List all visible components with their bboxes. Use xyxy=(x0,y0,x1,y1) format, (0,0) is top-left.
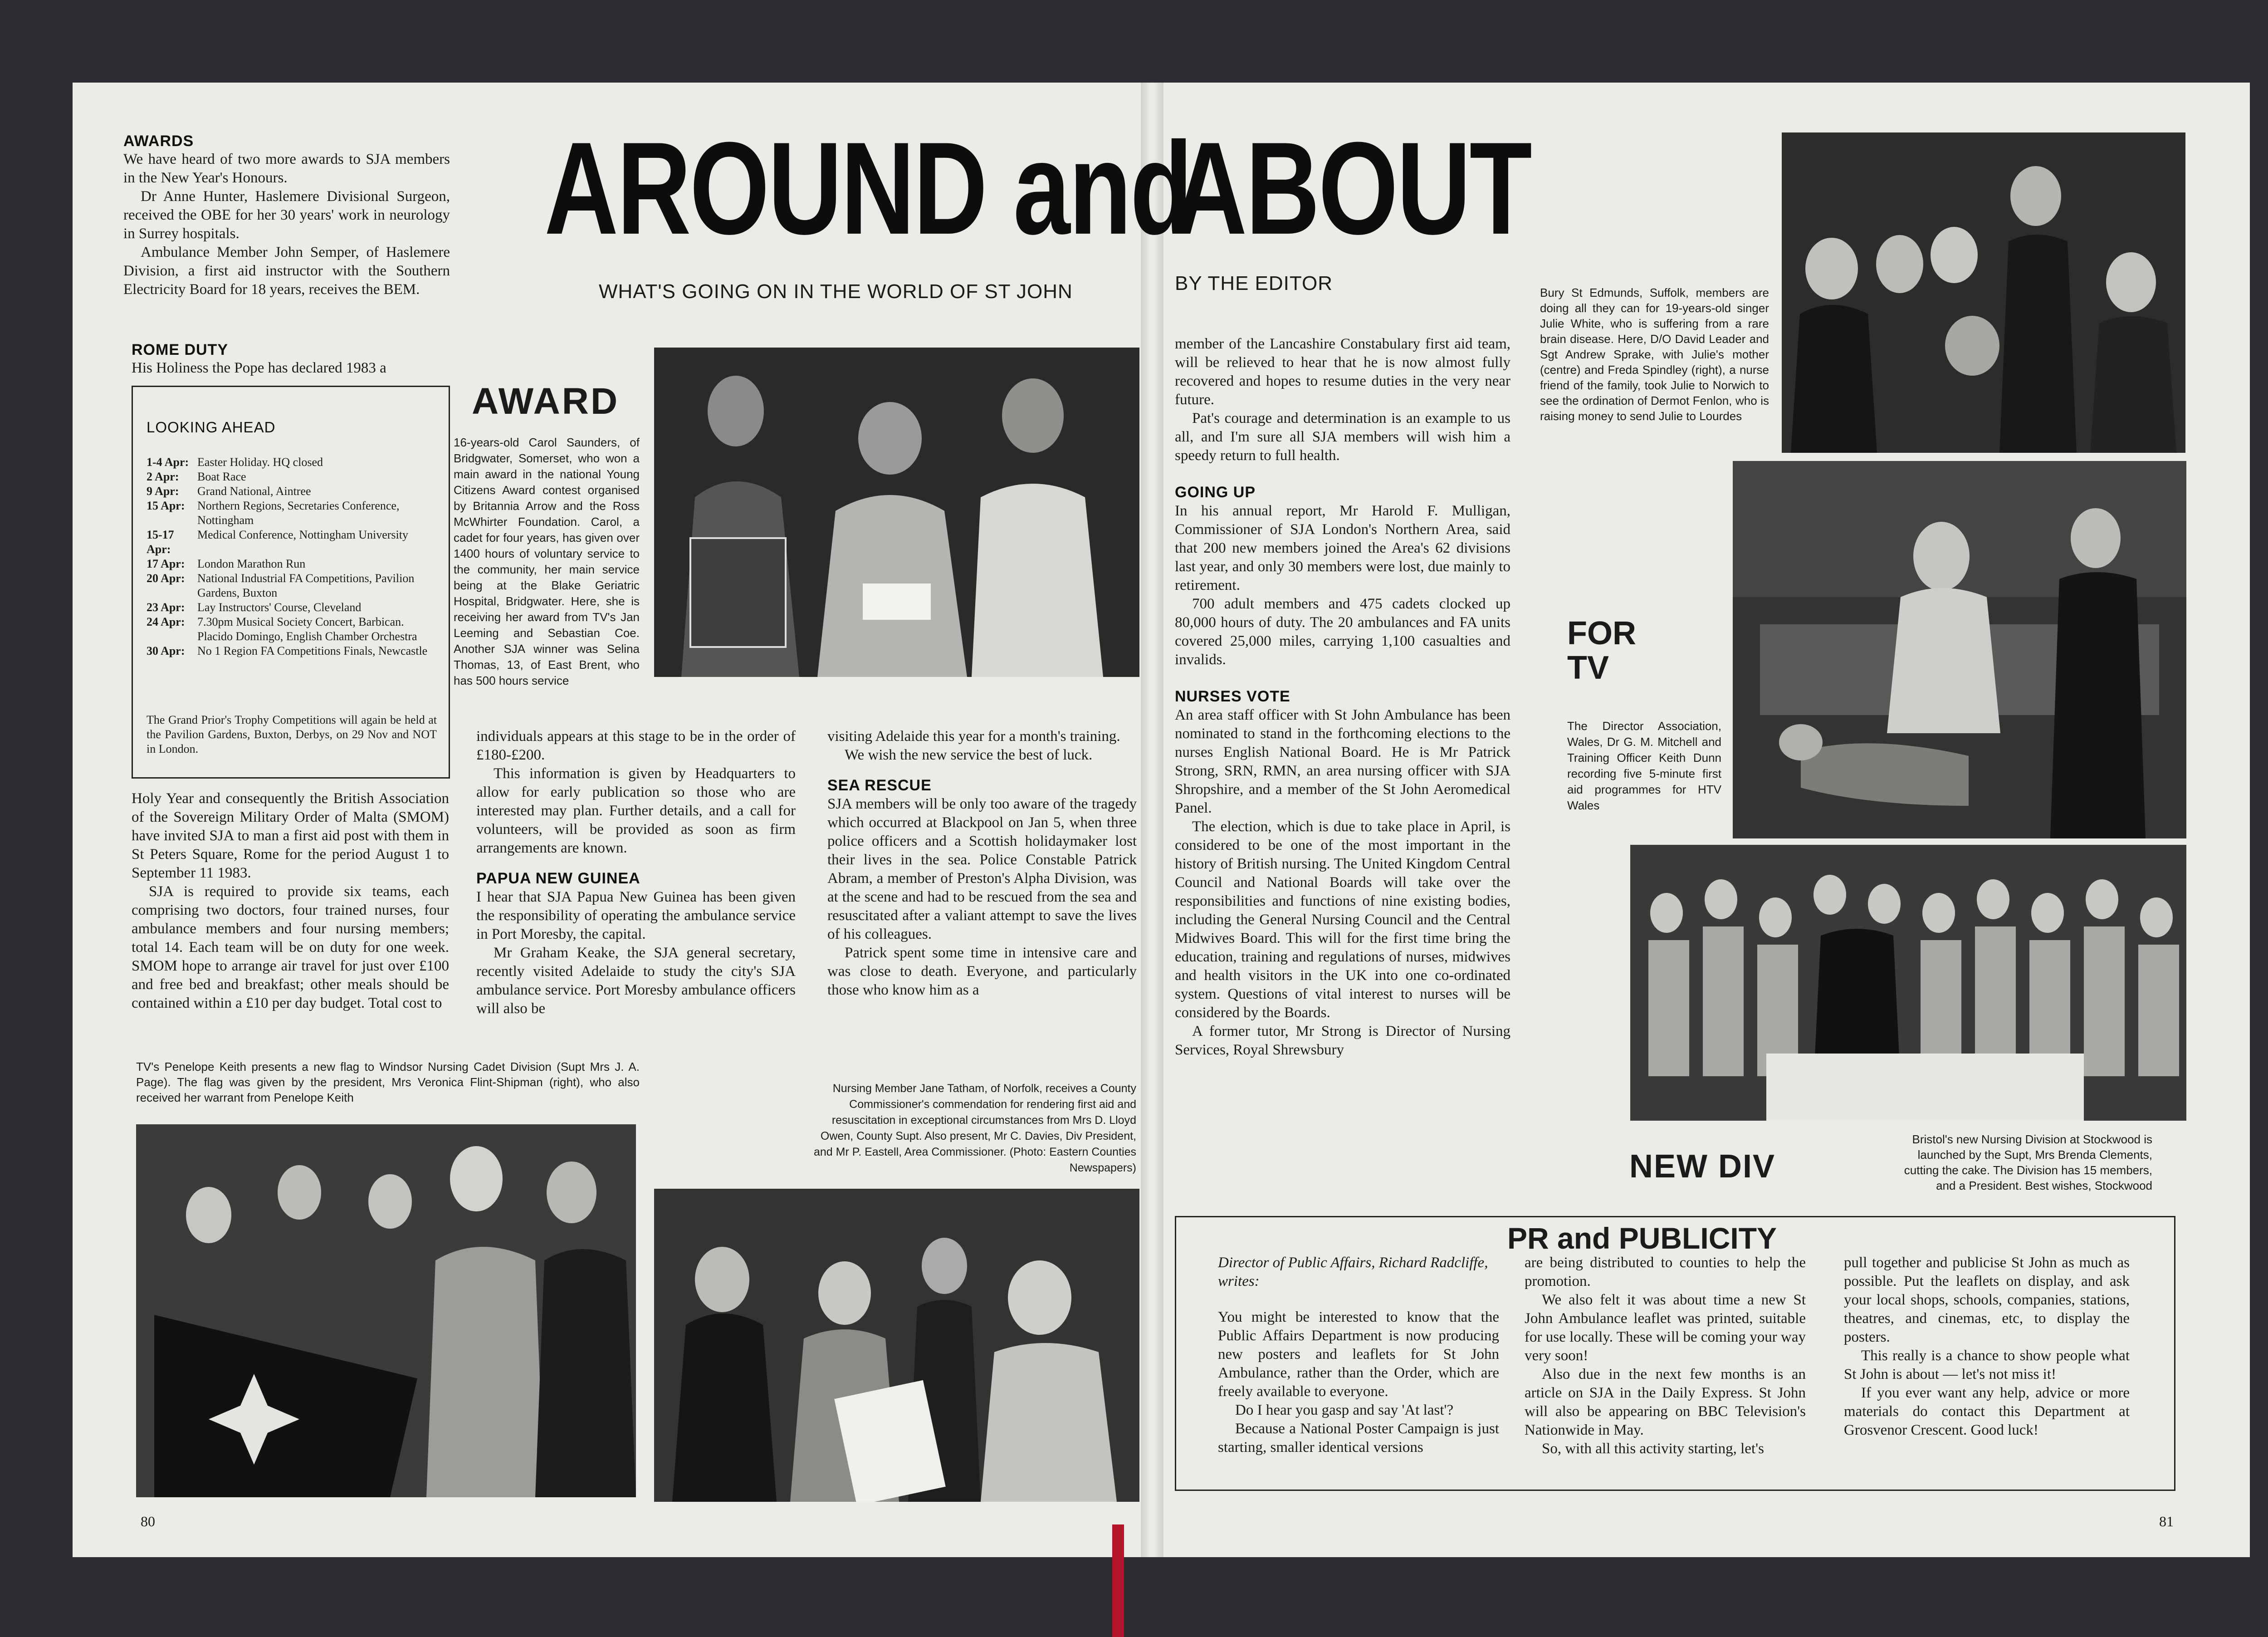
rome-duty-teams: SJA is required to provide six teams, each comprising two doctors, four trained nurses, four ambulance members and four nursing members; total 14. Each team will be on duty for one week. SMOM hope to arrange air travel for just over £100 and free bed and breakfast; other meals should be contained within a £10 per day budget. Total cost to xyxy=(132,883,449,1011)
rome-duty-holy-year: Holy Year and consequently the British Association of the Sovereign Military Order of Malta (SMOM) have invited SJA to man a first aid post with them in St Peters Square, Rome for the period August 1 to September 11 1983. xyxy=(132,790,449,881)
agenda-text: Easter Holiday. HQ closed xyxy=(197,456,323,469)
new-div-photo xyxy=(1630,845,2186,1121)
sea-rescue-p2: Patrick spent some time in intensive care and was close to death. Everyone, and particularly those who know him as a xyxy=(827,945,1137,998)
pr-c3-p1: pull together and publicise St John as much as possible. Put the leaflets on display, and ask your local shops, schools, companies, stations, theatres, and cinemas, etc, to display the posters. xyxy=(1844,1255,2130,1345)
page-number-right: 81 xyxy=(2159,1513,2174,1529)
left-column-two xyxy=(476,727,796,1018)
looking-ahead-heading: LOOKING AHEAD xyxy=(147,419,276,436)
agenda-text: Northern Regions, Secretaries Conference, Nottingham xyxy=(197,499,400,527)
for-tv-heading-line2: TV xyxy=(1567,650,1609,686)
tatham-caption: Nursing Member Jane Tatham, of Norfolk, receives a County Commissioner's commendation for rendering first aid and resuscitation in exceptional circumstances from Mrs D. Lloyd Owen, County Supt. Also present, Mr C. Davies, Div President, and Mr P. Eastell, Area Commissioner. (Photo: Eastern Counties Newspapers) xyxy=(814,1082,1136,1174)
pr-publicity-box xyxy=(1175,1216,2175,1491)
looking-ahead-box xyxy=(132,386,450,779)
pr-c2-p4: So, with all this activity starting, let's xyxy=(1542,1441,1764,1457)
pr-c1-p2: Do I hear you gasp and say 'At last'? xyxy=(1235,1402,1454,1418)
agenda-date: 9 Apr: xyxy=(147,485,179,498)
agenda-text: Boat Race xyxy=(197,470,246,483)
nurses-vote-p3: A former tutor, Mr Strong is Director of Nursing Services, Royal Shrewsbury xyxy=(1175,1023,1510,1058)
agenda-text: Grand National, Aintree xyxy=(197,485,311,498)
papua-p2: Mr Graham Keake, the SJA general secretary, recently visited Adelaide to study the city's SJA ambulance service. Port Moresby ambulance officers will also be xyxy=(476,945,796,1017)
agenda-date: 24 Apr: xyxy=(147,615,185,628)
agenda-text: London Marathon Run xyxy=(197,557,306,570)
awards-hunter: Dr Anne Hunter, Haslemere Divisional Surgeon, received the OBE for her 30 years' work in neurology in Surrey hospitals. xyxy=(123,188,450,242)
looking-ahead-list xyxy=(147,455,437,658)
papua-p4: We wish the new service the best of luck. xyxy=(845,747,1093,763)
agenda-date: 1-4 Apr: xyxy=(147,456,189,469)
flag-caption: TV's Penelope Keith presents a new flag to Windsor Nursing Cadet Division (Supt Mrs J. A. Page). The flag was given by the president, Mrs Veronica Flint-Shipman (right), who also received her warrant from Penelope Keith xyxy=(136,1060,640,1104)
left-column-three xyxy=(827,727,1137,1000)
agenda-item xyxy=(147,499,437,528)
agenda-item xyxy=(147,571,437,600)
nurses-vote-p1: An area staff officer with St John Ambulance has been nominated to stand in the forthcoming elections to the nurses English National Board. He is Mr Patrick Strong, SRN, RMN, an area nursing officer with SJA Shropshire, and a member of the St John Aeromedical Panel. xyxy=(1175,707,1510,816)
agenda-date: 20 Apr: xyxy=(147,572,185,585)
pr-byline: Director of Public Affairs, Richard Radcliffe, writes: xyxy=(1218,1255,1488,1289)
agenda-text: Lay Instructors' Course, Cleveland xyxy=(197,601,362,614)
page-number-left: 80 xyxy=(141,1513,155,1529)
subtitle-left: WHAT'S GOING ON IN THE WORLD OF ST JOHN xyxy=(599,280,1073,303)
rome-duty-intro: His Holiness the Pope has declared 1983 a xyxy=(132,360,386,376)
rome-duty-heading: ROME DUTY xyxy=(132,341,228,358)
pr-heading: PR and PUBLICITY xyxy=(1507,1221,1777,1255)
awards-heading: AWARDS xyxy=(123,132,194,150)
agenda-date: 15-17 Apr: xyxy=(147,528,174,556)
new-div-heading: NEW DIV xyxy=(1629,1148,1776,1185)
sea-rescue-heading: SEA RESCUE xyxy=(827,777,932,794)
pr-c2-p2: We also felt it was about time a new St John Ambulance leaflet was printed, suitable for use locally. These will be coming your way very soon! xyxy=(1525,1292,1806,1364)
agenda-text: 7.30pm Musical Society Concert, Barbican. Placido Domingo, English Chamber Orchestra xyxy=(197,615,417,643)
agenda-date: 2 Apr: xyxy=(147,470,179,483)
spine-ribbon xyxy=(1112,1524,1124,1637)
rome-duty-section xyxy=(132,341,449,377)
agenda-item xyxy=(147,484,437,499)
subtitle-right: BY THE EDITOR xyxy=(1175,272,1333,294)
agenda-item xyxy=(147,528,437,557)
agenda-text: Medical Conference, Nottingham University xyxy=(197,528,408,541)
going-up-p2: 700 adult members and 475 cadets clocked up 80,000 hours of duty. The 20 ambulances and FA units covered 25,000 miles, carrying 1,100 casualties and invalids. xyxy=(1175,596,1510,668)
looking-ahead-footnote: The Grand Prior's Trophy Competitions will again be held at the Pavilion Gardens, Buxton, Derbys, on 29 Nov and NOT in London. xyxy=(147,713,437,755)
for-tv-caption: The Director Association, Wales, Dr G. M. Mitchell and Training Officer Keith Dunn recording five 5-minute first aid programmes for HTV Wales xyxy=(1567,719,1721,812)
new-div-caption: Bristol's new Nursing Division at Stockwood is launched by the Supt, Mrs Brenda Clements, cutting the cake. The Division has 15 members, and a President. Best wishes, Stockwood xyxy=(1904,1132,2152,1192)
rome-duty-continued xyxy=(132,789,449,1013)
award-photo xyxy=(654,348,1139,677)
agenda-text: National Industrial FA Competitions, Pavilion Gardens, Buxton xyxy=(197,572,415,599)
agenda-item xyxy=(147,615,437,644)
agenda-date: 23 Apr: xyxy=(147,601,185,614)
awards-intro: We have heard of two more awards to SJA members in the New Year's Honours. xyxy=(123,151,450,186)
sea-rescue-p4: Pat's courage and determination is an example to us all, and I'm sure all SJA members will wish him a speedy return to full health. xyxy=(1175,410,1510,464)
pr-column-three xyxy=(1844,1254,2130,1440)
awards-semper: Ambulance Member John Semper, of Haslemere Division, a first aid instructor with the Southern Electricity Board for 18 years, receives the BEM. xyxy=(123,244,450,298)
bury-photo xyxy=(1782,132,2185,453)
page-gutter xyxy=(1141,83,1163,1557)
going-up-p1: In his annual report, Mr Harold F. Mulligan, Commissioner of SJA London's Northern Area, said that 200 new members joined the Area's 62 divisions last year, and only 30 members were lost, due mainly to retirement. xyxy=(1175,503,1510,593)
rome-duty-cost: individuals appears at this stage to be in the order of £180-£200. xyxy=(476,728,796,763)
award-caption: 16-years-old Carol Saunders, of Bridgwater, Somerset, who won a main award in the national Young Citizens Award contest organised by Britannia Arrow and the Ross McWhirter Foundation. Carol, a cadet for four years, has given over 1400 hours of voluntary service to the community, her main service being at the Blake Geriatric Hospital, Bridgwater. Here, she is receiving her award from TV's Jan Leeming and Sebastian Coe. Another SJA winner was Selina Thomas, 13, of East Brent, who has 500 hours service xyxy=(454,436,640,687)
pr-c2-p1: are being distributed to counties to help the promotion. xyxy=(1525,1255,1806,1289)
pr-c2-p3: Also due in the next few months is an article on SJA in the Daily Express. St John will also be appearing on BBC Television's Nationwide in May. xyxy=(1525,1366,1806,1438)
title-around-and: AROUND and xyxy=(544,115,1192,262)
papua-p3: visiting Adelaide this year for a month's training. xyxy=(827,728,1120,745)
agenda-item xyxy=(147,455,437,470)
nurses-vote-heading: NURSES VOTE xyxy=(1175,688,1290,705)
tatham-photo xyxy=(654,1189,1139,1502)
rome-duty-info: This information is given by Headquarters to allow for early publication so those who are interested may plan. Further details, and a call for volunteers, will be provided as soon as firm arrangements are known. xyxy=(476,765,796,856)
for-tv-heading xyxy=(1567,616,1636,685)
for-tv-photo xyxy=(1733,461,2186,838)
agenda-date: 17 Apr: xyxy=(147,557,185,570)
award-heading: AWARD xyxy=(472,381,620,422)
going-up-heading: GOING UP xyxy=(1175,484,1256,501)
title-about: ABOUT xyxy=(1173,115,1531,262)
pr-c1-p3: Because a National Poster Campaign is just starting, smaller identical versions xyxy=(1218,1421,1499,1456)
pr-c1-p1: You might be interested to know that the Public Affairs Department is now producing new posters and leaflets for St John Ambulance, rather than the Order, which are freely available to everyone. xyxy=(1218,1309,1499,1400)
sea-rescue-p3: member of the Lancashire Constabulary first aid team, will be relieved to hear that he is now almost fully recovered and hopes to resume duties in the very near future. xyxy=(1175,336,1510,408)
pr-c3-p2: This really is a chance to show people what St John is about — let's not miss it! xyxy=(1844,1348,2130,1382)
bury-caption: Bury St Edmunds, Suffolk, members are doing all they can for 19-years-old singer Julie White, who is suffering from a rare brain disease. Here, D/O David Leader and Sgt Andrew Sprake, with Julie's mother (centre) and Freda Spindley (right), a nurse friend of the family, took Julie to Norwich to see the ordination of Dermot Fenlon, who is raising money to send Julie to Lourdes xyxy=(1540,286,1769,423)
agenda-item xyxy=(147,557,437,571)
pr-c3-p3: If you ever want any help, advice or more materials do contact this Department at Grosvenor Crescent. Good luck! xyxy=(1844,1385,2130,1438)
pr-column-two xyxy=(1525,1254,1806,1458)
agenda-item xyxy=(147,644,437,658)
agenda-date: 15 Apr: xyxy=(147,499,185,512)
agenda-item xyxy=(147,470,437,484)
flag-photo xyxy=(136,1124,636,1497)
agenda-text: No 1 Region FA Competitions Finals, Newcastle xyxy=(197,644,428,657)
papua-p1: I hear that SJA Papua New Guinea has been given the responsibility of operating the ambulance service in Port Moresby, the capital. xyxy=(476,889,796,942)
for-tv-heading-line1: FOR xyxy=(1567,615,1636,652)
agenda-date: 30 Apr: xyxy=(147,644,185,657)
sea-rescue-p1: SJA members will be only too aware of the tragedy which occurred at Blackpool on Jan 5, when three police officers and a Scottish holidaymaker lost their lives in the sea. Police Constable Patrick Abram, a member of Preston's Alpha Division, was at the scene and had to be rescued from the sea and resuscitated after a valiant attempt to save the lives of his colleagues. xyxy=(827,796,1137,942)
pr-column-one xyxy=(1218,1308,1499,1457)
awards-section xyxy=(123,132,450,299)
right-column-one xyxy=(1175,335,1510,1059)
papua-heading: PAPUA NEW GUINEA xyxy=(476,870,640,887)
agenda-item xyxy=(147,600,437,615)
nurses-vote-p2: The election, which is due to take place in April, is considered to be one of the most important in the history of British nursing. The United Kingdom Central Council and National Boards will take over the responsibilities and functions of nine existing bodies, including the General Nursing Council and the Central Midwives Board. This will for the first time bring the education, training and regulations of nurses, midwives and health visitors in the UK into one co-ordinated system. Questions of vital interest to nurses will be considered by the Boards. xyxy=(1175,818,1510,1021)
